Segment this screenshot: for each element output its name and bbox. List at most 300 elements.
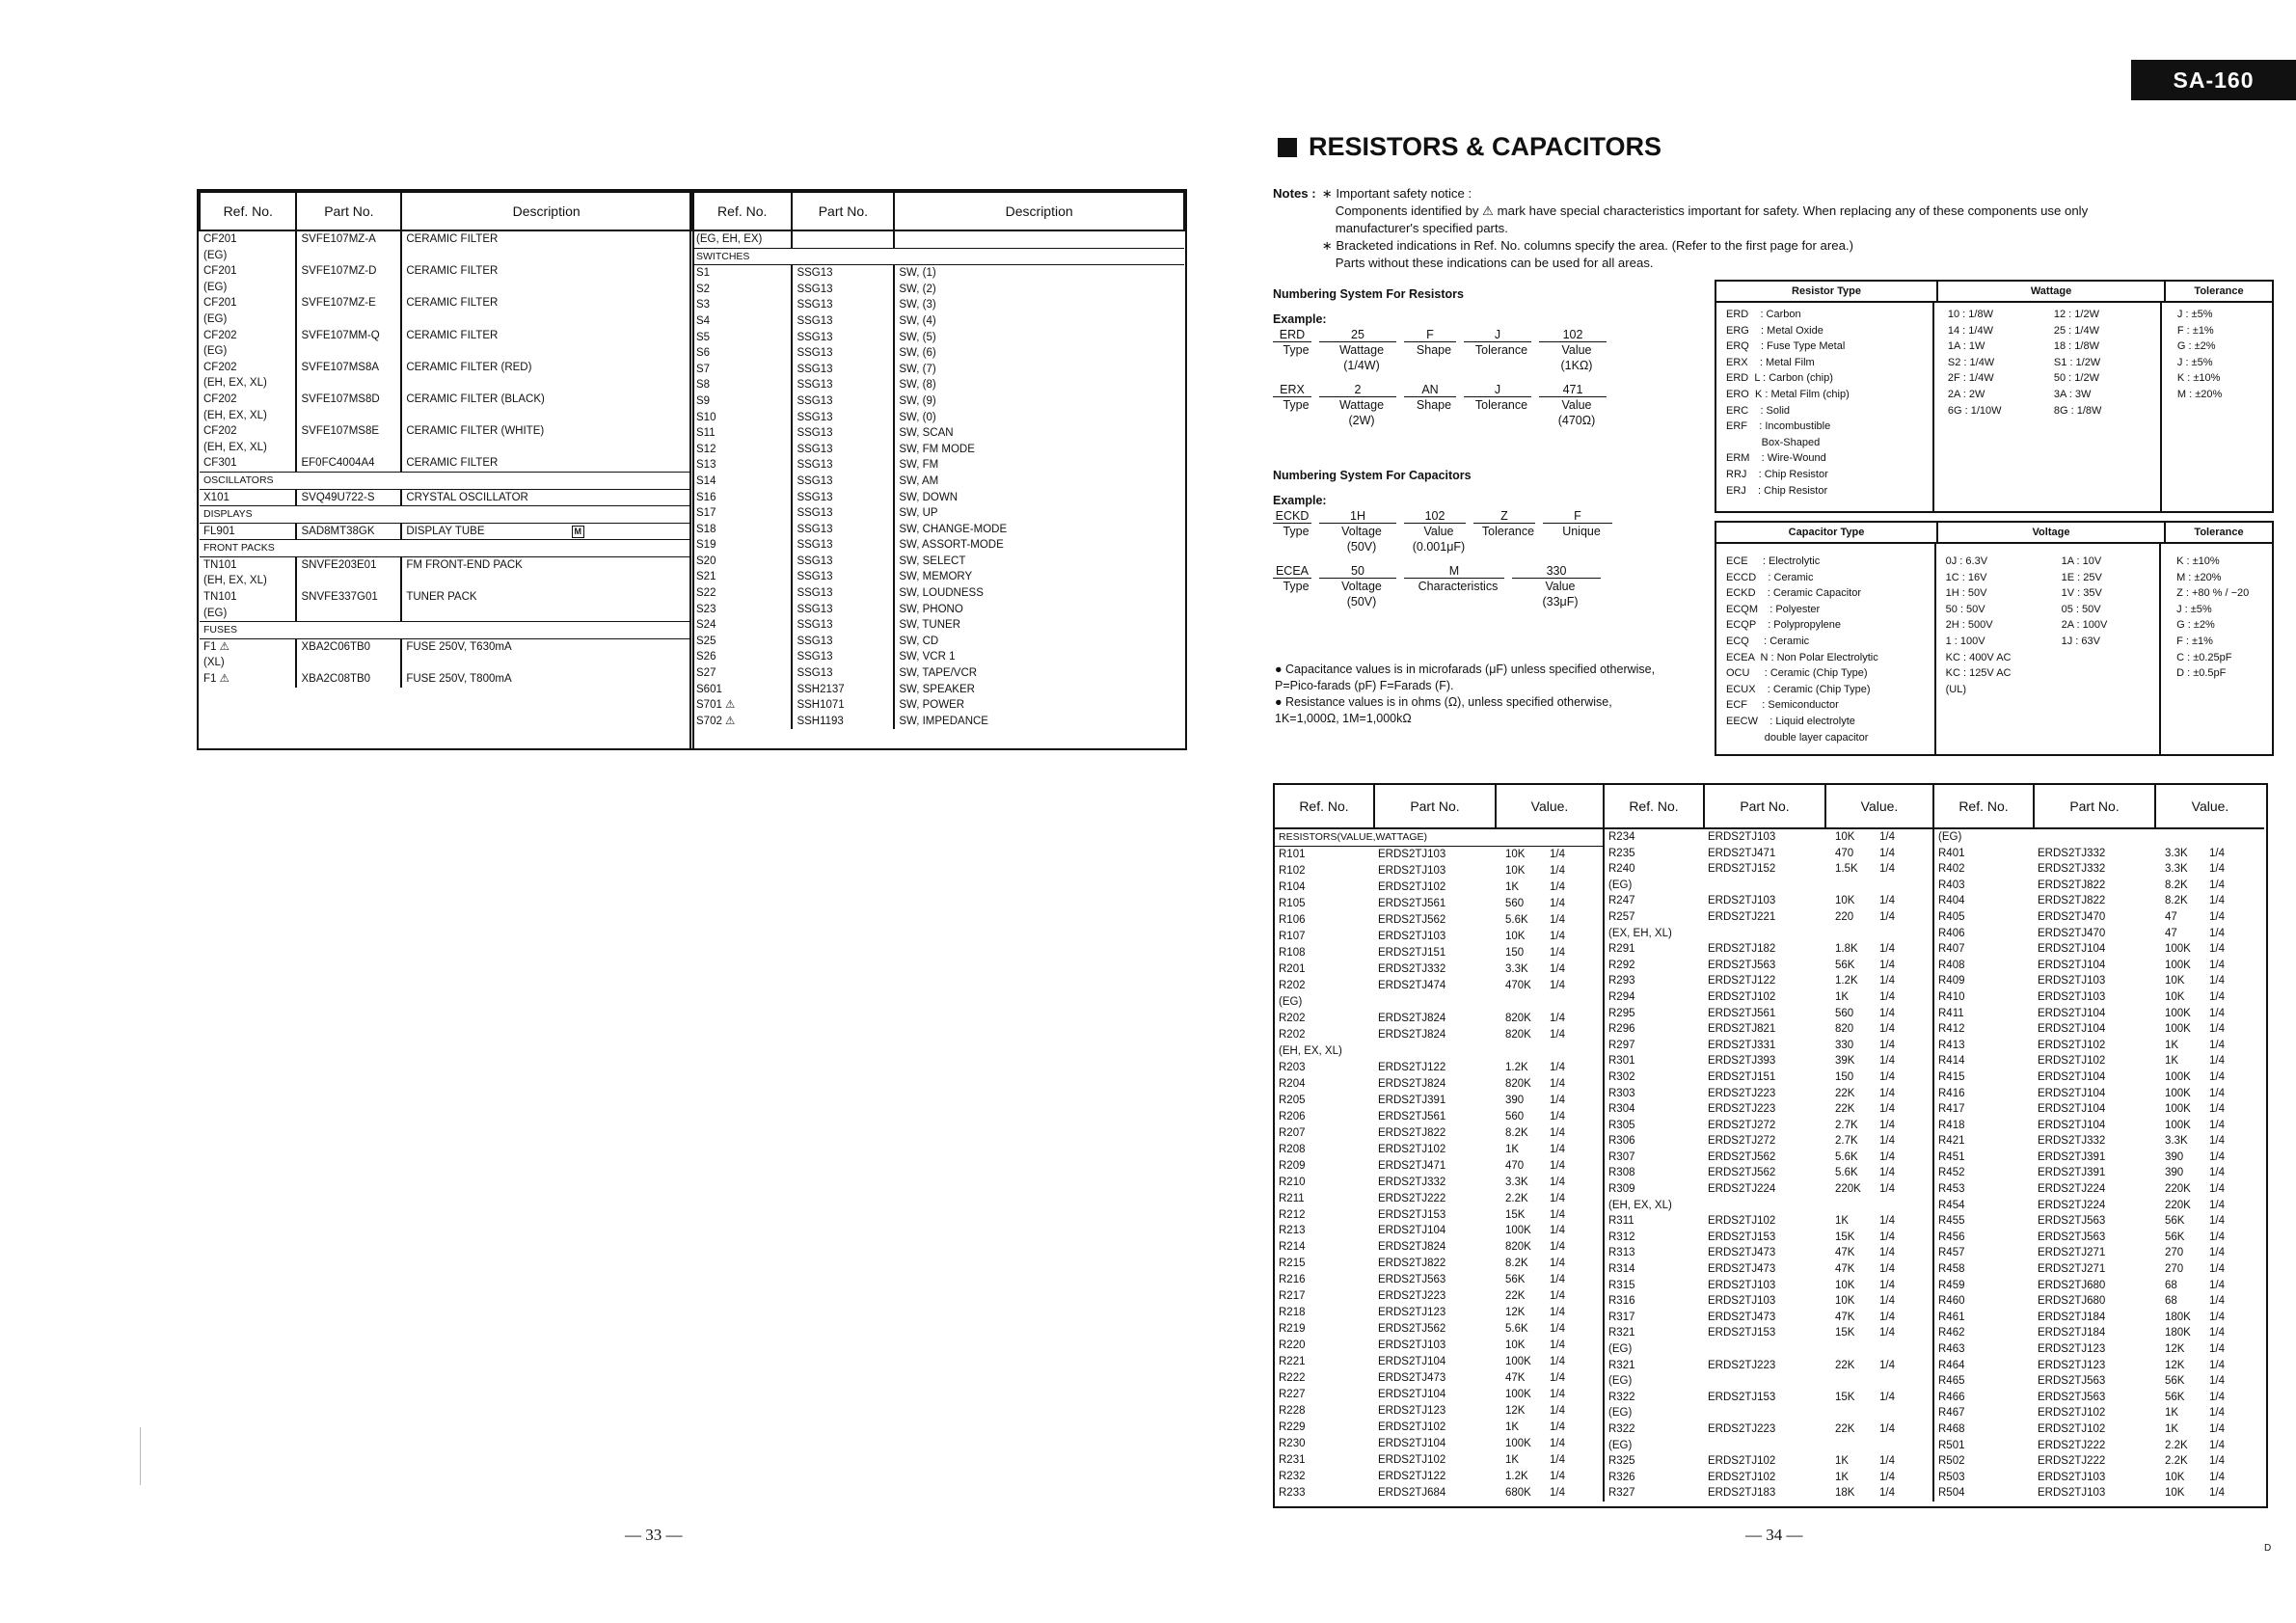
- resistor-cell: 820K: [1505, 1028, 1531, 1041]
- resistor-cell: R228: [1279, 1405, 1306, 1418]
- resistor-row: [1605, 1453, 1933, 1470]
- resistor-row: [1605, 1213, 1933, 1230]
- resistor-row: [1605, 1021, 1933, 1038]
- resistor-cell: 1/4: [1550, 1208, 1565, 1221]
- resistor-cell: R229: [1279, 1421, 1306, 1434]
- resistor-cell: R407: [1938, 943, 1965, 956]
- resistor-row: [1605, 861, 1933, 878]
- resistor-row: [1934, 1453, 2264, 1470]
- resistor-cell: 8.2K: [2165, 879, 2188, 891]
- resistor-row: [1934, 1310, 2264, 1326]
- resistor-cell: (EG): [1608, 1407, 1633, 1420]
- resistor-cell: [1374, 1043, 1496, 1060]
- resistor-cell: [1876, 1198, 1933, 1214]
- resistor-cell: 1/4: [1550, 1405, 1565, 1418]
- resistor-cell: 5.6K: [1835, 1150, 1858, 1163]
- resistor-cell: R461: [1938, 1311, 1965, 1323]
- resistor-cell: 1/4: [2209, 1070, 2225, 1083]
- resistor-cell: R316: [1608, 1295, 1635, 1308]
- mid-cell: S1: [696, 267, 711, 280]
- resistor-cell: 150: [1835, 1070, 1854, 1083]
- resistor-example-label: Example:: [1273, 312, 1327, 326]
- resistor-cell: [1825, 1373, 1876, 1390]
- wattage-item: 12 : 1/2W: [2053, 309, 2099, 320]
- resistor-cell: ERDS2TJ103: [1378, 865, 1446, 878]
- resistor-cell: R297: [1608, 1039, 1635, 1051]
- resistor-cell: 22K: [1835, 1359, 1855, 1371]
- resistor-cell: 470: [1505, 1159, 1525, 1172]
- resistor-cell: ERDS2TJ104: [2038, 1070, 2106, 1083]
- resistor-cell: ERDS2TJ103: [2038, 990, 2106, 1003]
- resistor-cell: ERDS2TJ562: [1708, 1150, 1776, 1163]
- resistor-cell: 1K: [1835, 1215, 1850, 1228]
- resistor-type-item: ERC : Solid: [1726, 404, 1791, 417]
- mid-cell: S18: [696, 523, 716, 535]
- resistor-row: [1605, 1325, 1933, 1341]
- resistor-cell: 1/4: [1879, 1391, 1895, 1403]
- resistor-type-item: ERM : Wire-Wound: [1726, 452, 1826, 465]
- resistor-cell: 1/4: [1879, 1167, 1895, 1179]
- resistor-cell: 1/4: [1879, 1311, 1895, 1323]
- resistor-cell: 1/4: [2209, 1231, 2225, 1243]
- resistor-cell: 5.6K: [1505, 1323, 1528, 1336]
- resistor-cell: ERDS2TJ474: [1378, 979, 1446, 991]
- res-ex1-desc: Type: [1283, 343, 1310, 357]
- resistor-cell: 1/4: [1550, 1176, 1565, 1188]
- resistor-cell: 1/4: [1879, 1327, 1895, 1339]
- mid-cell: S9: [696, 394, 711, 407]
- margin-mark: [140, 1427, 141, 1485]
- resistor-cell: R321: [1608, 1327, 1635, 1339]
- resistor-row: [1605, 1118, 1933, 1134]
- left-cell: CF301: [203, 457, 237, 470]
- resistor-row: [1275, 994, 1604, 1011]
- mid-cell: SSG13: [792, 313, 894, 330]
- mid-cell: SSG13: [792, 634, 894, 650]
- resistor-row: [1934, 926, 2264, 942]
- resistor-cell: 10K: [2165, 1471, 2185, 1483]
- resistor-cell: R401: [1938, 847, 1965, 859]
- resistor-row: [1275, 847, 1604, 863]
- resistor-row: [1605, 1133, 1933, 1150]
- resistor-row: [1605, 1421, 1933, 1438]
- resistor-cell: R207: [1279, 1126, 1306, 1139]
- resistor-cell: 10K: [1835, 831, 1855, 843]
- mid-row: [692, 649, 1184, 665]
- resistor-row: [1275, 1157, 1604, 1174]
- resistor-cell: 1/4: [1550, 1159, 1565, 1172]
- resistor-cell: ERDS2TJ332: [1378, 962, 1446, 975]
- voltage-item: KC : 125V AC: [1945, 667, 2012, 680]
- resistor-cell: ERDS2TJ223: [1708, 1359, 1776, 1371]
- resistor-row: [1275, 1223, 1604, 1239]
- resistor-cell: R313: [1608, 1247, 1635, 1259]
- resistor-cell: 1/4: [1550, 1389, 1565, 1401]
- res-ex2-desc: Tolerance: [1474, 398, 1528, 412]
- resistor-cell: 1/4: [1550, 1339, 1565, 1352]
- resistor-cell: 1/4: [2209, 910, 2225, 923]
- mid-cell: SW, VCR 1: [894, 649, 1184, 665]
- resistor-cell: R504: [1938, 1487, 1965, 1500]
- cap-ex1-code: Z: [1473, 509, 1535, 524]
- resistor-type-item: ERJ : Chip Resistor: [1726, 484, 1828, 497]
- res-ex2-code: AN: [1404, 383, 1456, 397]
- resistor-cell: ERDS2TJ563: [1378, 1274, 1446, 1286]
- resistor-cell: 390: [2165, 1150, 2184, 1163]
- resistor-cell: 1/4: [1879, 847, 1895, 859]
- resistor-cell: R293: [1608, 975, 1635, 987]
- resistor-cell: ERDS2TJ680: [2038, 1279, 2106, 1291]
- resistor-cell: R304: [1608, 1103, 1635, 1116]
- resistor-row: [1605, 1165, 1933, 1181]
- resistor-cell: 390: [2165, 1167, 2184, 1179]
- left-cell: [296, 248, 401, 264]
- voltage-item: 1C : 16V: [1945, 571, 1987, 583]
- left-cell: (EG): [203, 312, 228, 325]
- left-row: [200, 423, 691, 440]
- resistor-cell: R240: [1608, 863, 1635, 876]
- resistor-cell: ERDS2TJ103: [1708, 1295, 1776, 1308]
- resistor-cell: 330: [1835, 1039, 1854, 1051]
- resistor-cell: R322: [1608, 1422, 1635, 1435]
- resistor-cell: 10K: [2165, 1487, 2185, 1500]
- mid-row: [692, 634, 1184, 650]
- resistor-cell: ERDS2TJ102: [2038, 1407, 2106, 1420]
- resistor-cell: R402: [1938, 863, 1965, 876]
- mid-row: [692, 554, 1184, 570]
- wattage-item: 1A : 1W: [1947, 340, 1985, 353]
- mid-cell: S26: [696, 651, 716, 663]
- resistor-row: [1934, 861, 2264, 878]
- resistor-cell: 1/4: [1879, 831, 1895, 843]
- left-cell: (EH, EX, XL): [203, 575, 267, 587]
- resistor-cell: (EH, EX, XL): [1608, 1199, 1672, 1211]
- mid-cell: [894, 230, 1184, 248]
- resistor-cell: R307: [1608, 1150, 1635, 1163]
- resistor-cell: 1/4: [2209, 863, 2225, 876]
- resistor-cell: 1/4: [2209, 1007, 2225, 1019]
- cap-tolerance-item: Z : +80 % / −20: [2176, 587, 2250, 600]
- bottom-header-1: Part No.: [1704, 785, 1825, 828]
- voltage-item: 1V : 35V: [2061, 587, 2102, 600]
- mid-cell: S23: [696, 603, 716, 615]
- resistor-cell: 1/4: [1550, 1274, 1565, 1286]
- mid-section-label: SWITCHES: [692, 248, 1184, 265]
- mid-cell: SW, TUNER: [894, 617, 1184, 634]
- resistor-cell: ERDS2TJ471: [1708, 847, 1776, 859]
- resistor-cell: 47: [2165, 927, 2177, 939]
- voltage-item: 1J : 63V: [2061, 635, 2100, 647]
- resistor-cell: 1/4: [1550, 947, 1565, 960]
- mid-cell: SSH2137: [792, 682, 894, 698]
- left-cell: CF202: [203, 329, 237, 341]
- resistor-cell: 560: [1835, 1007, 1854, 1019]
- resistor-cell: ERDS2TJ102: [1378, 1421, 1446, 1434]
- resistor-row: [1934, 828, 2264, 846]
- resistor-cell: 1/4: [1879, 1135, 1895, 1148]
- left-row: [200, 343, 691, 360]
- left-cell: SVQ49U722-S: [296, 489, 401, 506]
- resistor-cell: ERDS2TJ222: [2038, 1455, 2106, 1468]
- resistor-cell: R301: [1608, 1055, 1635, 1068]
- mid-row: [692, 714, 1184, 730]
- resistor-cell: 150: [1505, 947, 1525, 960]
- resistor-row: [1275, 929, 1604, 945]
- resistor-cell: [1704, 926, 1825, 942]
- left-cell: (EG): [203, 281, 228, 293]
- left-row: [200, 440, 691, 456]
- mid-cell: SW, FM MODE: [894, 442, 1184, 458]
- res-ex1-code: 25: [1319, 328, 1396, 342]
- resistor-row: [1934, 893, 2264, 909]
- resistor-cell: [1825, 1341, 1876, 1358]
- resistor-type-item: ERQ : Fuse Type Metal: [1726, 340, 1846, 353]
- resistor-cell: 1/4: [2209, 990, 2225, 1003]
- resistor-cell: 1/4: [1879, 1070, 1895, 1083]
- resistor-cell: ERDS2TJ104: [2038, 959, 2106, 971]
- resistor-cell: 8.2K: [2165, 895, 2188, 907]
- resistor-row: [1275, 1305, 1604, 1321]
- mid-header-0: Ref. No.: [692, 192, 792, 230]
- page-number-left: — 33 —: [625, 1526, 683, 1544]
- resistor-cell: ERDS2TJ103: [1378, 1339, 1446, 1352]
- resistor-cell: 2.7K: [1835, 1135, 1858, 1148]
- resistor-cell: R451: [1938, 1150, 1965, 1163]
- mid-cell: SSG13: [792, 457, 894, 473]
- resistor-row: [1934, 1325, 2264, 1341]
- resistor-cell: R414: [1938, 1055, 1965, 1068]
- resistor-row: [1605, 1341, 1933, 1358]
- resistor-cell: ERDS2TJ272: [1708, 1135, 1776, 1148]
- resistor-cell: 10K: [1835, 895, 1855, 907]
- mid-cell: S5: [696, 331, 711, 343]
- resistor-cell: ERDS2TJ471: [1378, 1159, 1446, 1172]
- left-cell: CF202: [203, 361, 237, 373]
- resistor-cell: R217: [1279, 1290, 1306, 1303]
- mid-cell: S12: [696, 443, 716, 455]
- resistor-cell: 56K: [2165, 1231, 2185, 1243]
- resistor-cell: 1/4: [2209, 879, 2225, 891]
- resistor-cell: 1/4: [1550, 1225, 1565, 1237]
- res-ex2-desc: Shape: [1416, 398, 1452, 412]
- resistor-cell: 1/4: [1550, 1012, 1565, 1024]
- mid-row: [692, 442, 1184, 458]
- resistor-cell: [1704, 1373, 1825, 1390]
- resistor-cell: 3.3K: [1505, 962, 1528, 975]
- resistor-row: [1934, 973, 2264, 989]
- resistor-cell: 1/4: [1879, 1422, 1895, 1435]
- resistor-cell: ERDS2TJ104: [1378, 1389, 1446, 1401]
- left-cell: CF201: [203, 233, 237, 245]
- wattage-header: Wattage: [1938, 282, 2166, 301]
- resistor-cell: R456: [1938, 1231, 1965, 1243]
- left-row: [200, 671, 691, 688]
- resistor-cell: 1/4: [1550, 1192, 1565, 1204]
- mid-cell: S3: [696, 299, 711, 311]
- resistor-cell: ERDS2TJ563: [2038, 1375, 2106, 1388]
- resistor-cell: 1/4: [1550, 1094, 1565, 1106]
- resistor-row: [1275, 1011, 1604, 1027]
- cap-tolerance-item: G : ±2%: [2176, 619, 2215, 632]
- resistor-row: [1605, 1438, 1933, 1454]
- mid-row: [692, 505, 1184, 522]
- resistor-row: [1934, 1485, 2264, 1501]
- resistor-cell: ERDS2TJ332: [2038, 847, 2106, 859]
- resistor-cell: R220: [1279, 1339, 1306, 1352]
- resistor-cell: 680K: [1505, 1487, 1531, 1500]
- resistor-cell: 220K: [1835, 1183, 1861, 1196]
- resistor-cell: R457: [1938, 1247, 1965, 1259]
- resistor-cell: R406: [1938, 927, 1965, 939]
- wattage-item: 8G : 1/8W: [2053, 404, 2102, 417]
- resistor-values-table: [1273, 783, 2268, 1508]
- capacitor-type-item: OCU : Ceramic (Chip Type): [1726, 667, 1868, 680]
- resistor-cell: ERDS2TJ122: [1708, 975, 1776, 987]
- resistor-cell: R305: [1608, 1119, 1635, 1131]
- resistor-row: [1934, 1133, 2264, 1150]
- resistor-cell: ERDS2TJ103: [1708, 895, 1776, 907]
- resistor-cell: [1876, 926, 1933, 942]
- resistor-cell: R405: [1938, 910, 1965, 923]
- resistor-cell: ERDS2TJ822: [1378, 1258, 1446, 1270]
- resistor-cell: ERDS2TJ824: [1378, 1028, 1446, 1041]
- resistor-cell: R108: [1279, 947, 1306, 960]
- resistor-cell: ERDS2TJ824: [1378, 1241, 1446, 1254]
- resistor-cell: 12K: [2165, 1343, 2185, 1355]
- resistor-cell: 10K: [1835, 1279, 1855, 1291]
- resistor-cell: 1/4: [1550, 914, 1565, 927]
- resistor-type-item: RRJ : Chip Resistor: [1726, 468, 1828, 480]
- capacitor-type-item: ECQM : Polyester: [1726, 603, 1821, 615]
- mid-header-1: Part No.: [792, 192, 894, 230]
- resistor-row: [1275, 828, 1604, 847]
- resistor-row: [1934, 1053, 2264, 1069]
- resistor-cell: ERDS2TJ391: [2038, 1150, 2106, 1163]
- resistor-cell: 47K: [1835, 1247, 1855, 1259]
- left-row: [200, 263, 691, 280]
- resistor-cell: ERDS2TJ122: [1378, 1471, 1446, 1483]
- mid-cell: SW, (1): [894, 265, 1184, 282]
- resistor-cell: [1374, 994, 1496, 1011]
- resistor-cell: R215: [1279, 1258, 1306, 1270]
- mid-cell: SW, POWER: [894, 697, 1184, 714]
- resistor-row: [1275, 1452, 1604, 1469]
- resistor-cell: R403: [1938, 879, 1965, 891]
- resistor-cell: 1/4: [2209, 847, 2225, 859]
- resistor-cell: 18K: [1835, 1487, 1855, 1500]
- left-parts-table: [197, 189, 694, 750]
- resistor-cell: 1/4: [2209, 959, 2225, 971]
- cap-ex2-code-row: [1273, 564, 1620, 579]
- resistor-row: [1934, 958, 2264, 974]
- resistor-cell: ERDS2TJ104: [1378, 1438, 1446, 1450]
- voltage-item: 50 : 50V: [1945, 603, 1985, 615]
- resistor-cell: ERDS2TJ332: [2038, 1135, 2106, 1148]
- mid-cell: SSG13: [792, 425, 894, 442]
- resistor-row: [1934, 1358, 2264, 1374]
- resistor-cell: 1/4: [1879, 990, 1895, 1003]
- left-row: [200, 455, 691, 472]
- resistor-row: [1934, 1165, 2264, 1181]
- resistor-cell: ERDS2TJ563: [1708, 959, 1776, 971]
- corner-mark: D: [2264, 1543, 2272, 1554]
- resistor-cell: 1.8K: [1835, 943, 1858, 956]
- resistor-row: [1934, 1438, 2264, 1454]
- mid-cell: SSG13: [792, 649, 894, 665]
- resistor-cell: 1/4: [1879, 895, 1895, 907]
- resistor-cell: ERDS2TJ104: [2038, 1119, 2106, 1131]
- resistor-cell: 1/4: [2209, 1279, 2225, 1291]
- resistor-cell: R463: [1938, 1343, 1965, 1355]
- mid-row: [692, 665, 1184, 682]
- section-heading: [1278, 132, 1661, 162]
- resistor-cell: 1/4: [1550, 1290, 1565, 1303]
- resistor-cell: 1/4: [1550, 1077, 1565, 1090]
- left-cell: SVFE107MS8A: [296, 360, 401, 376]
- resistor-cell: ERDS2TJ824: [1378, 1012, 1446, 1024]
- left-cell: CF202: [203, 425, 237, 438]
- resistor-row: [1934, 1421, 2264, 1438]
- resistor-cell: R295: [1608, 1007, 1635, 1019]
- capacitor-type-box: [1715, 521, 2274, 756]
- resistor-cell: 1/4: [1879, 1295, 1895, 1308]
- resistor-cell: ERDS2TJ122: [1378, 1061, 1446, 1073]
- resistor-cell: 1/4: [2209, 1199, 2225, 1211]
- resistor-cell: R233: [1279, 1487, 1306, 1500]
- resistor-cell: ERDS2TJ184: [2038, 1311, 2106, 1323]
- left-cell: TN101: [203, 558, 237, 571]
- left-cell: CERAMIC FILTER (BLACK): [401, 392, 691, 408]
- capacitor-numbering-title: Numbering System For Capacitors: [1273, 469, 1472, 482]
- mid-row: [692, 282, 1184, 298]
- mid-cell: S701 ⚠: [696, 699, 736, 712]
- resistor-cell: [2205, 828, 2264, 846]
- resistor-row: [1275, 1239, 1604, 1256]
- resistor-cell: 47: [2165, 910, 2177, 923]
- resistor-cell: [1496, 994, 1546, 1011]
- resistor-cell: 1/4: [2209, 1167, 2225, 1179]
- mid-cell: SW, CD: [894, 634, 1184, 650]
- resistor-cell: 56K: [1835, 959, 1855, 971]
- resistor-cell: ERDS2TJ183: [1708, 1487, 1776, 1500]
- resistor-cell: 1/4: [2209, 975, 2225, 987]
- resistor-cell: R205: [1279, 1094, 1306, 1106]
- resistor-cell: 1/4: [1550, 1471, 1565, 1483]
- resistor-cell: 1/4: [1550, 1258, 1565, 1270]
- left-cell: CF201: [203, 265, 237, 278]
- resistor-row: [1934, 1261, 2264, 1278]
- resistor-cell: 1/4: [2209, 1311, 2225, 1323]
- res-ex1-code: ERD: [1273, 328, 1311, 342]
- resistor-cell: [1825, 1405, 1876, 1421]
- voltage-item: 1H : 50V: [1945, 587, 1987, 600]
- mid-cell: SW, DOWN: [894, 490, 1184, 506]
- resistor-cell: ERDS2TJ102: [1708, 1471, 1776, 1483]
- wattage-item: 2F : 1/4W: [1947, 372, 1994, 385]
- resistor-cell: R106: [1279, 914, 1306, 927]
- resistor-cell: 5.6K: [1505, 914, 1528, 927]
- mid-row: [692, 569, 1184, 585]
- resistor-row: [1605, 989, 1933, 1006]
- resistor-cell: 1/4: [1550, 1372, 1565, 1385]
- resistor-row: [1605, 893, 1933, 909]
- resistor-cell: 1/4: [1879, 1055, 1895, 1068]
- bottom-header-1: Part No.: [2034, 785, 2155, 828]
- mid-cell: SSH1071: [792, 697, 894, 714]
- left-cell: (EH, EX, XL): [203, 409, 267, 421]
- resistor-cell: 1K: [2165, 1407, 2179, 1420]
- cap-ex1-code: ECKD: [1273, 509, 1311, 524]
